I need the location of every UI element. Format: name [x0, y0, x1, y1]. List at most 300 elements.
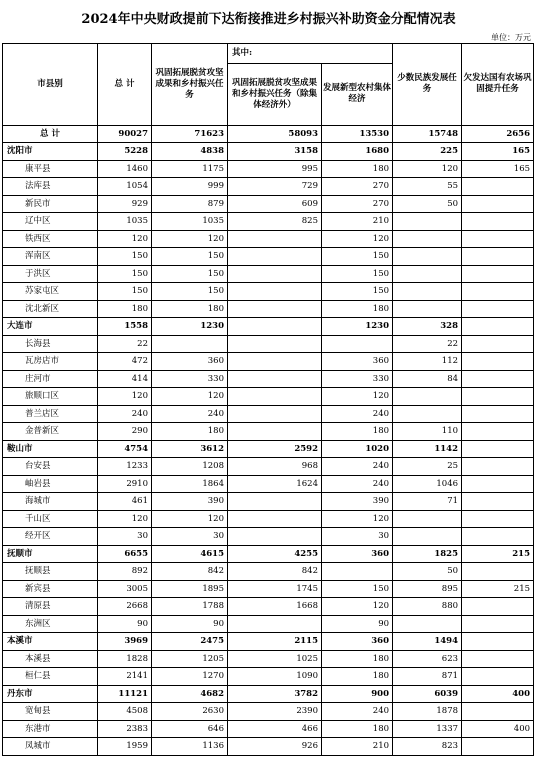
value-cell — [228, 405, 322, 423]
value-cell: 2656 — [462, 125, 534, 143]
value-cell: 30 — [98, 528, 152, 546]
value-cell: 1624 — [228, 475, 322, 493]
value-cell — [462, 458, 534, 476]
value-cell — [322, 335, 393, 353]
value-cell: 2475 — [152, 633, 228, 651]
value-cell: 210 — [322, 213, 393, 231]
value-cell — [322, 563, 393, 581]
value-cell: 390 — [152, 493, 228, 511]
value-cell: 150 — [152, 248, 228, 266]
value-cell: 995 — [228, 160, 322, 178]
value-cell: 4255 — [228, 545, 322, 563]
value-cell — [462, 213, 534, 231]
header-total: 总 计 — [98, 44, 152, 126]
value-cell: 623 — [393, 650, 462, 668]
value-cell: 240 — [152, 405, 228, 423]
region-name-cell: 东洲区 — [3, 615, 98, 633]
table-row — [3, 598, 534, 616]
table-row — [3, 125, 534, 143]
value-cell: 180 — [98, 300, 152, 318]
table-row — [3, 633, 534, 651]
table-row — [3, 370, 534, 388]
value-cell: 150 — [322, 248, 393, 266]
value-cell — [462, 475, 534, 493]
value-cell: 215 — [462, 545, 534, 563]
value-cell — [228, 510, 322, 528]
region-name-cell: 于洪区 — [3, 265, 98, 283]
header-of-which: 其中: — [228, 44, 393, 64]
unit-label: 单位：万元 — [491, 33, 531, 42]
value-cell: 1828 — [98, 650, 152, 668]
value-cell: 1035 — [152, 213, 228, 231]
value-cell — [228, 615, 322, 633]
value-cell: 225 — [393, 143, 462, 161]
region-name-cell: 瓦房店市 — [3, 353, 98, 371]
value-cell — [228, 370, 322, 388]
value-cell: 150 — [152, 265, 228, 283]
table-row — [3, 265, 534, 283]
region-name-cell: 岫岩县 — [3, 475, 98, 493]
allocation-table — [2, 43, 534, 756]
value-cell: 4508 — [98, 703, 152, 721]
value-cell — [462, 650, 534, 668]
value-cell — [393, 388, 462, 406]
region-name-cell: 鞍山市 — [3, 440, 98, 458]
value-cell: 180 — [322, 423, 393, 441]
value-cell — [393, 300, 462, 318]
value-cell: 968 — [228, 458, 322, 476]
value-cell — [462, 353, 534, 371]
value-cell: 1825 — [393, 545, 462, 563]
region-name-cell: 沈阳市 — [3, 143, 98, 161]
region-name-cell: 抚顺市 — [3, 545, 98, 563]
header-collective: 发展新型农村集体经济 — [322, 63, 393, 125]
value-cell — [462, 598, 534, 616]
value-cell: 71623 — [152, 125, 228, 143]
region-name-cell: 经开区 — [3, 528, 98, 546]
value-cell: 13530 — [322, 125, 393, 143]
value-cell: 150 — [98, 265, 152, 283]
value-cell: 90027 — [98, 125, 152, 143]
value-cell: 50 — [393, 195, 462, 213]
value-cell: 879 — [152, 195, 228, 213]
table-row — [3, 230, 534, 248]
table-row — [3, 213, 534, 231]
value-cell: 2910 — [98, 475, 152, 493]
value-cell: 2668 — [98, 598, 152, 616]
value-cell: 1205 — [152, 650, 228, 668]
value-cell: 1745 — [228, 580, 322, 598]
value-cell: 1136 — [152, 738, 228, 756]
value-cell — [228, 300, 322, 318]
value-cell: 110 — [393, 423, 462, 441]
region-name-cell: 金普新区 — [3, 423, 98, 441]
value-cell: 270 — [322, 178, 393, 196]
value-cell — [462, 195, 534, 213]
value-cell: 609 — [228, 195, 322, 213]
table-row — [3, 300, 534, 318]
value-cell — [228, 248, 322, 266]
table-row — [3, 405, 534, 423]
value-cell: 240 — [98, 405, 152, 423]
value-cell: 4615 — [152, 545, 228, 563]
table-row — [3, 283, 534, 301]
value-cell: 120 — [98, 510, 152, 528]
value-cell — [462, 248, 534, 266]
value-cell: 180 — [322, 668, 393, 686]
region-name-cell: 大连市 — [3, 318, 98, 336]
value-cell — [462, 493, 534, 511]
value-cell: 112 — [393, 353, 462, 371]
region-name-cell: 新宾县 — [3, 580, 98, 598]
header-consolidate-excl: 巩固拓展脱贫攻坚成果和乡村振兴任务（除集体经济外） — [228, 63, 322, 125]
value-cell: 150 — [322, 580, 393, 598]
table-row — [3, 493, 534, 511]
value-cell — [462, 283, 534, 301]
value-cell — [462, 300, 534, 318]
value-cell: 180 — [322, 720, 393, 738]
value-cell: 30 — [322, 528, 393, 546]
value-cell — [393, 213, 462, 231]
value-cell: 3612 — [152, 440, 228, 458]
value-cell: 400 — [462, 685, 534, 703]
value-cell: 1270 — [152, 668, 228, 686]
table-row — [3, 685, 534, 703]
value-cell — [228, 318, 322, 336]
value-cell: 22 — [98, 335, 152, 353]
header-farm: 欠发达国有农场巩固提升任务 — [462, 44, 534, 126]
region-name-cell: 普兰店区 — [3, 405, 98, 423]
value-cell: 330 — [152, 370, 228, 388]
value-cell: 871 — [393, 668, 462, 686]
value-cell: 1175 — [152, 160, 228, 178]
value-cell: 360 — [322, 633, 393, 651]
table-row — [3, 720, 534, 738]
value-cell: 1230 — [322, 318, 393, 336]
value-cell: 466 — [228, 720, 322, 738]
value-cell: 3782 — [228, 685, 322, 703]
value-cell — [228, 353, 322, 371]
region-name-cell: 康平县 — [3, 160, 98, 178]
value-cell: 414 — [98, 370, 152, 388]
value-cell: 215 — [462, 580, 534, 598]
value-cell: 3969 — [98, 633, 152, 651]
value-cell — [393, 230, 462, 248]
value-cell: 120 — [322, 230, 393, 248]
value-cell — [228, 388, 322, 406]
value-cell: 71 — [393, 493, 462, 511]
value-cell — [393, 528, 462, 546]
value-cell: 2592 — [228, 440, 322, 458]
value-cell: 90 — [152, 615, 228, 633]
value-cell: 150 — [98, 248, 152, 266]
value-cell: 3158 — [228, 143, 322, 161]
region-name-cell: 庄河市 — [3, 370, 98, 388]
value-cell: 1558 — [98, 318, 152, 336]
table-row — [3, 528, 534, 546]
value-cell: 180 — [152, 423, 228, 441]
value-cell — [462, 230, 534, 248]
region-name-cell: 长海县 — [3, 335, 98, 353]
value-cell: 1337 — [393, 720, 462, 738]
value-cell: 55 — [393, 178, 462, 196]
value-cell: 1895 — [152, 580, 228, 598]
region-name-cell: 沈北新区 — [3, 300, 98, 318]
table-row — [3, 738, 534, 756]
value-cell: 50 — [393, 563, 462, 581]
region-name-cell: 总 计 — [3, 125, 98, 143]
value-cell — [462, 265, 534, 283]
value-cell: 1460 — [98, 160, 152, 178]
region-name-cell: 铁西区 — [3, 230, 98, 248]
value-cell: 2141 — [98, 668, 152, 686]
value-cell: 1054 — [98, 178, 152, 196]
value-cell: 892 — [98, 563, 152, 581]
value-cell: 5228 — [98, 143, 152, 161]
value-cell — [152, 335, 228, 353]
value-cell: 240 — [322, 475, 393, 493]
value-cell: 15748 — [393, 125, 462, 143]
value-cell — [462, 335, 534, 353]
value-cell — [228, 528, 322, 546]
region-name-cell: 苏家屯区 — [3, 283, 98, 301]
value-cell: 3005 — [98, 580, 152, 598]
table-row — [3, 248, 534, 266]
region-name-cell: 抚顺县 — [3, 563, 98, 581]
value-cell — [462, 388, 534, 406]
table-row — [3, 703, 534, 721]
value-cell: 472 — [98, 353, 152, 371]
value-cell: 290 — [98, 423, 152, 441]
value-cell — [462, 528, 534, 546]
value-cell: 11121 — [98, 685, 152, 703]
value-cell: 1090 — [228, 668, 322, 686]
table-row — [3, 668, 534, 686]
value-cell — [393, 510, 462, 528]
value-cell: 150 — [98, 283, 152, 301]
table-row — [3, 475, 534, 493]
value-cell — [462, 633, 534, 651]
value-cell: 120 — [152, 230, 228, 248]
value-cell: 120 — [98, 388, 152, 406]
table-row — [3, 423, 534, 441]
table-row — [3, 545, 534, 563]
value-cell: 1208 — [152, 458, 228, 476]
value-cell: 929 — [98, 195, 152, 213]
value-cell: 1142 — [393, 440, 462, 458]
table-row — [3, 318, 534, 336]
value-cell: 6039 — [393, 685, 462, 703]
value-cell — [393, 405, 462, 423]
value-cell: 4754 — [98, 440, 152, 458]
table-row — [3, 440, 534, 458]
value-cell: 1494 — [393, 633, 462, 651]
value-cell: 360 — [322, 353, 393, 371]
value-cell: 2383 — [98, 720, 152, 738]
value-cell: 823 — [393, 738, 462, 756]
value-cell: 360 — [322, 545, 393, 563]
table-row — [3, 195, 534, 213]
value-cell: 120 — [98, 230, 152, 248]
table-row — [3, 335, 534, 353]
value-cell: 120 — [152, 510, 228, 528]
value-cell: 390 — [322, 493, 393, 511]
table-row — [3, 650, 534, 668]
value-cell: 1680 — [322, 143, 393, 161]
value-cell — [462, 615, 534, 633]
value-cell: 2630 — [152, 703, 228, 721]
value-cell — [393, 615, 462, 633]
value-cell: 120 — [322, 598, 393, 616]
value-cell: 330 — [322, 370, 393, 388]
region-name-cell: 新民市 — [3, 195, 98, 213]
value-cell — [228, 493, 322, 511]
region-name-cell: 凤城市 — [3, 738, 98, 756]
value-cell: 180 — [322, 300, 393, 318]
value-cell: 400 — [462, 720, 534, 738]
value-cell: 842 — [152, 563, 228, 581]
value-cell — [228, 265, 322, 283]
region-name-cell: 本溪市 — [3, 633, 98, 651]
table-row — [3, 143, 534, 161]
value-cell: 6655 — [98, 545, 152, 563]
region-name-cell: 东港市 — [3, 720, 98, 738]
value-cell: 165 — [462, 143, 534, 161]
value-cell: 1020 — [322, 440, 393, 458]
region-name-cell: 桓仁县 — [3, 668, 98, 686]
value-cell: 22 — [393, 335, 462, 353]
value-cell — [228, 335, 322, 353]
value-cell — [462, 318, 534, 336]
value-cell: 270 — [322, 195, 393, 213]
region-name-cell: 法库县 — [3, 178, 98, 196]
value-cell: 842 — [228, 563, 322, 581]
value-cell: 120 — [152, 388, 228, 406]
value-cell — [462, 668, 534, 686]
value-cell: 895 — [393, 580, 462, 598]
region-name-cell: 千山区 — [3, 510, 98, 528]
value-cell: 1230 — [152, 318, 228, 336]
region-name-cell: 海城市 — [3, 493, 98, 511]
value-cell: 729 — [228, 178, 322, 196]
value-cell: 240 — [322, 405, 393, 423]
value-cell: 999 — [152, 178, 228, 196]
value-cell: 646 — [152, 720, 228, 738]
table-row — [3, 458, 534, 476]
value-cell: 240 — [322, 703, 393, 721]
value-cell: 1788 — [152, 598, 228, 616]
value-cell: 4838 — [152, 143, 228, 161]
table-row — [3, 388, 534, 406]
value-cell: 360 — [152, 353, 228, 371]
table-row — [3, 353, 534, 371]
region-name-cell: 辽中区 — [3, 213, 98, 231]
value-cell: 1864 — [152, 475, 228, 493]
value-cell: 880 — [393, 598, 462, 616]
value-cell: 2115 — [228, 633, 322, 651]
table-row — [3, 160, 534, 178]
value-cell — [228, 283, 322, 301]
value-cell: 30 — [152, 528, 228, 546]
value-cell — [228, 423, 322, 441]
header-region: 市县别 — [3, 44, 98, 126]
table-row — [3, 580, 534, 598]
value-cell: 900 — [322, 685, 393, 703]
value-cell: 150 — [322, 283, 393, 301]
value-cell: 120 — [322, 388, 393, 406]
value-cell: 1046 — [393, 475, 462, 493]
region-name-cell: 台安县 — [3, 458, 98, 476]
value-cell: 120 — [322, 510, 393, 528]
value-cell — [462, 178, 534, 196]
value-cell — [462, 423, 534, 441]
value-cell: 1668 — [228, 598, 322, 616]
region-name-cell: 宽甸县 — [3, 703, 98, 721]
value-cell — [462, 510, 534, 528]
value-cell: 84 — [393, 370, 462, 388]
value-cell: 58093 — [228, 125, 322, 143]
value-cell: 240 — [322, 458, 393, 476]
table-row — [3, 615, 534, 633]
value-cell: 180 — [322, 650, 393, 668]
value-cell: 1878 — [393, 703, 462, 721]
table-row — [3, 563, 534, 581]
value-cell: 825 — [228, 213, 322, 231]
value-cell: 90 — [98, 615, 152, 633]
value-cell: 25 — [393, 458, 462, 476]
table-row — [3, 178, 534, 196]
value-cell: 180 — [322, 160, 393, 178]
value-cell: 180 — [152, 300, 228, 318]
table-body — [3, 125, 534, 755]
value-cell: 90 — [322, 615, 393, 633]
value-cell: 328 — [393, 318, 462, 336]
value-cell — [462, 703, 534, 721]
value-cell — [393, 283, 462, 301]
value-cell — [462, 738, 534, 756]
value-cell: 1025 — [228, 650, 322, 668]
value-cell: 1035 — [98, 213, 152, 231]
value-cell — [462, 370, 534, 388]
value-cell: 4682 — [152, 685, 228, 703]
value-cell — [462, 563, 534, 581]
value-cell: 210 — [322, 738, 393, 756]
value-cell — [462, 405, 534, 423]
value-cell — [228, 230, 322, 248]
value-cell: 150 — [322, 265, 393, 283]
value-cell: 1959 — [98, 738, 152, 756]
value-cell: 150 — [152, 283, 228, 301]
header-consolidate: 巩固拓展脱贫攻坚成果和乡村振兴任务 — [152, 44, 228, 126]
value-cell: 165 — [462, 160, 534, 178]
value-cell: 926 — [228, 738, 322, 756]
value-cell — [393, 248, 462, 266]
region-name-cell: 浑南区 — [3, 248, 98, 266]
value-cell: 2390 — [228, 703, 322, 721]
header-minority: 少数民族发展任务 — [393, 44, 462, 126]
table-row — [3, 510, 534, 528]
page-title: 2024年中央财政提前下达衔接推进乡村振兴补助资金分配情况表 — [81, 12, 456, 27]
value-cell — [462, 440, 534, 458]
region-name-cell: 本溪县 — [3, 650, 98, 668]
value-cell — [393, 265, 462, 283]
value-cell: 461 — [98, 493, 152, 511]
region-name-cell: 清原县 — [3, 598, 98, 616]
value-cell: 1233 — [98, 458, 152, 476]
region-name-cell: 旅顺口区 — [3, 388, 98, 406]
region-name-cell: 丹东市 — [3, 685, 98, 703]
value-cell: 120 — [393, 160, 462, 178]
